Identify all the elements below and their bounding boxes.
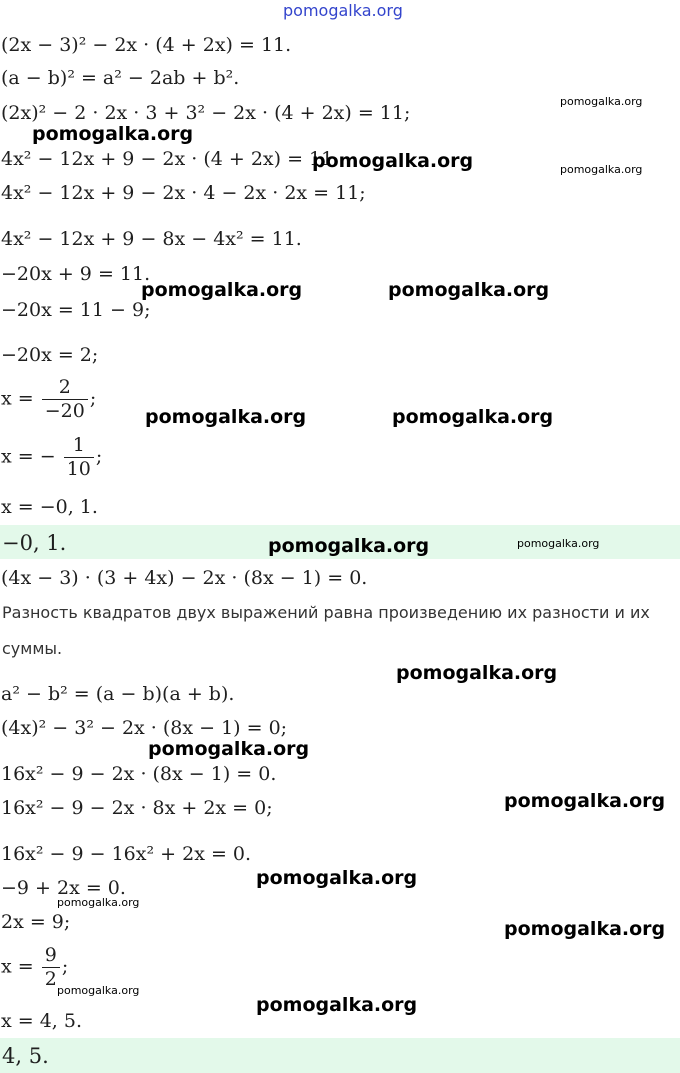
- fraction-equation: [1, 946, 68, 989]
- watermark: pomogalka.org: [392, 406, 554, 428]
- fraction: [42, 946, 60, 989]
- fraction-equation: [1, 378, 96, 421]
- fraction-lhs: x = −: [1, 445, 56, 468]
- watermark: pomogalka.org: [396, 662, 558, 684]
- fraction-denominator: −20: [42, 399, 88, 421]
- watermark: pomogalka.org: [256, 994, 418, 1016]
- watermark: pomogalka.org: [504, 918, 666, 940]
- watermark: pomogalka.org: [256, 867, 418, 889]
- equation-line: a² − b² = (a − b)(a + b).: [1, 683, 235, 705]
- fraction-tail: ;: [89, 387, 97, 410]
- fraction-tail: ;: [95, 445, 103, 468]
- fraction-lhs: x =: [1, 387, 34, 410]
- equation-line: −20x = 2;: [1, 344, 99, 366]
- fraction-numerator: 1: [72, 434, 85, 456]
- equation-line: 16x² − 9 − 2x · 8x + 2x = 0;: [1, 797, 273, 819]
- task-equation: (4x − 3) · (3 + 4x) − 2x · (8x − 1) = 0.: [1, 567, 368, 589]
- explanation-text: суммы.: [2, 639, 63, 658]
- watermark: pomogalka.org: [145, 406, 307, 428]
- fraction-tail: ;: [61, 955, 69, 978]
- equation-line: (4x)² − 3² − 2x · (8x − 1) = 0;: [1, 717, 288, 739]
- watermark: pomogalka.org: [560, 95, 643, 108]
- fraction-equation: [1, 436, 102, 479]
- equation-line: −9 + 2x = 0.: [1, 877, 126, 899]
- equation-line: −20x = 11 − 9;: [1, 299, 151, 321]
- equation-line: 4x² − 12x + 9 − 2x · 4 − 2x · 2x = 11;: [1, 182, 366, 204]
- watermark: pomogalka.org: [32, 123, 194, 145]
- watermark: pomogalka.org: [388, 279, 550, 301]
- equation-line: 2x = 9;: [1, 911, 71, 933]
- watermark: pomogalka.org: [141, 279, 303, 301]
- watermark: pomogalka.org: [504, 790, 666, 812]
- watermark: pomogalka.org: [148, 738, 310, 760]
- equation-result: x = −0, 1.: [1, 496, 98, 518]
- watermark: pomogalka.org: [517, 537, 600, 550]
- answer-text: 4, 5.: [2, 1044, 49, 1068]
- fraction-numerator: 9: [44, 944, 57, 966]
- watermark: pomogalka.org: [312, 150, 474, 172]
- fraction-lhs: x =: [1, 955, 34, 978]
- watermark: pomogalka.org: [560, 163, 643, 176]
- equation-line: 16x² − 9 − 16x² + 2x = 0.: [1, 843, 252, 865]
- equation-line: (2x)² − 2 · 2x · 3 + 3² − 2x · (4 + 2x) = 11;: [1, 102, 411, 124]
- fraction: [64, 436, 94, 479]
- answer-text: −0, 1.: [2, 531, 67, 555]
- equation-line: (a − b)² = a² − 2ab + b².: [1, 67, 240, 89]
- fraction: [42, 378, 88, 421]
- watermark: pomogalka.org: [57, 896, 140, 909]
- answer-band: [0, 1038, 680, 1073]
- equation-line: (2x − 3)² − 2x · (4 + 2x) = 11.: [1, 34, 292, 56]
- header-watermark: pomogalka.org: [283, 1, 403, 20]
- watermark: pomogalka.org: [57, 984, 140, 997]
- equation-line: 16x² − 9 − 2x · (8x − 1) = 0.: [1, 763, 277, 785]
- fraction-denominator: 2: [42, 967, 60, 989]
- fraction-numerator: 2: [58, 376, 71, 398]
- explanation-text: Разность квадратов двух выражений равна произведению их разности и их: [2, 603, 650, 622]
- fraction-denominator: 10: [64, 457, 94, 479]
- equation-line: 4x² − 12x + 9 − 8x − 4x² = 11.: [1, 228, 302, 250]
- equation-line: −20x + 9 = 11.: [1, 263, 151, 285]
- watermark: pomogalka.org: [268, 535, 430, 557]
- equation-line: 4x² − 12x + 9 − 2x · (4 + 2x) = 11: [1, 148, 334, 170]
- equation-result: x = 4, 5.: [1, 1010, 83, 1032]
